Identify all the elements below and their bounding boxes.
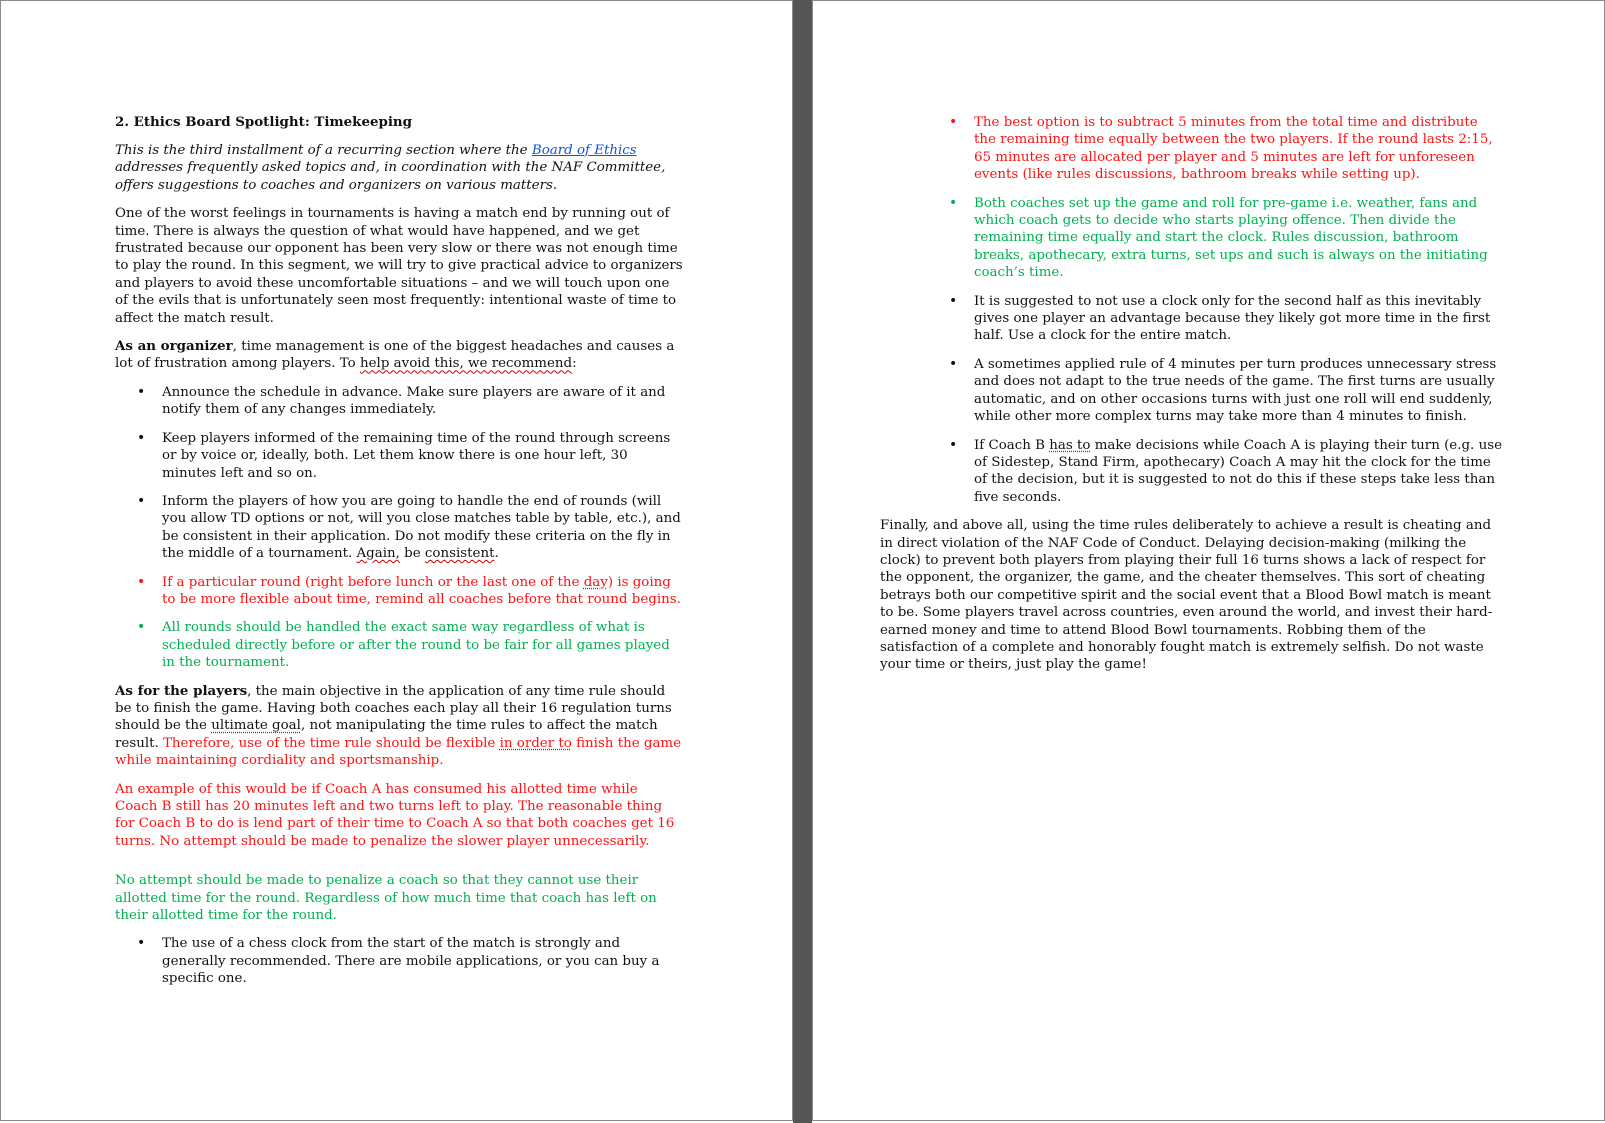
players-red-text: Therefore, use of the time rule should be flexible (163, 735, 500, 751)
list-item: • It is suggested to not use a clock only for the second half as this inevitably gives one player an advantage because they likely got more time in the first half. Use a clock for the entire match. (974, 293, 1503, 345)
list-item-green: • Both coaches set up the game and roll for pre-game i.e. weather, fans and which coach gets to decide who starts playing offence. Then divide the remaining time equally and start the clock. Rules discussion, bathroom breaks, apothecary, extra turns, set ups and such is always on the initiating coach’s time. (974, 195, 1503, 282)
opening-paragraph: One of the worst feelings in tournaments is having a match end by running out of time. There is always the question of what would have happened, and we get frustrated because our opponent has been very slow or there was not enough time to play the round. In this segment, we will try to give practical advice to organizers and players to avoid these uncomfortable situations – and we will touch upon one of the evils that is unfortunately seen most frequently: intentional waste of time to affect the match result. (115, 206, 683, 326)
green-paragraph: No attempt should be made to penalize a coach so that they cannot use their allotted time for the round. Regardless of how much time that coach has left on their allotted time for the round. (115, 873, 657, 924)
players-text: , not manipulating the time rules to affect the match result. (115, 718, 658, 751)
grammar-flag: Again, (356, 546, 400, 562)
players-paragraph (115, 683, 683, 770)
list-item-text: make decisions while Coach A is playing their turn (e.g. use of Sidestep, Stand Firm, apothecary) Coach A may hit the clock for the time of the decision, but it is suggested to not do this if these steps take less than five seconds. (974, 437, 1502, 505)
organizer-text: , time management is one of the biggest headaches and causes a lot of frustration among players. To (115, 339, 675, 372)
organizer-paragraph (115, 338, 683, 373)
list-item: • Keep players informed of the remaining time of the round through screens or by voice or, ideally, both. Let them know there is one hour left, 30 minutes left and so on. (162, 430, 683, 482)
list-item-red (162, 574, 683, 609)
list-item-green: • All rounds should be handled the exact same way regardless of what is scheduled directly before or after the round to be fair for all games played in the tournament. (162, 619, 683, 671)
blank-line (115, 861, 683, 872)
clock-list (115, 935, 683, 987)
intro-paragraph (115, 142, 683, 194)
list-item: • Announce the schedule in advance. Make sure players are aware of it and notify them of any changes immediately. (162, 384, 683, 419)
page-left-content (115, 114, 683, 999)
organizer-text-end: : (572, 356, 577, 372)
list-item-text: be (399, 546, 425, 562)
list-item (162, 493, 683, 563)
list-item-red: • The best option is to subtract 5 minutes from the total time and distribute the remaining time equally between the two players. If the round lasts 2:15, 65 minutes are allocated per player and 5 minutes are left for unforeseen events (like rules discussions, bathroom breaks while setting up). (974, 114, 1503, 184)
players-red-text: finish the game while maintaining cordiality and sportsmanship. (115, 735, 682, 769)
page-right-content (880, 114, 1503, 685)
list-item (974, 437, 1503, 507)
example-paragraph: An example of this would be if Coach A has consumed his allotted time while Coach B still has 20 minutes left and two turns left to play. The reasonable thing for Coach B to do is lend part of their time to Coach A so that both coaches get 16 turns. No attempt should be made to penalize the slower player unnecessarily. (115, 781, 675, 849)
grammar-flag: consistent (424, 546, 495, 562)
players-text: , the main objective in the application of any time rule should be to finish the game. Having both coaches each play all their 16 regulation turns should be the (115, 683, 672, 734)
clock-options-list (927, 114, 1503, 506)
grammar-flag: day (583, 574, 608, 590)
intro-text-before: This is the third installment of a recurring section where the (115, 143, 532, 158)
list-item: • A sometimes applied rule of 4 minutes per turn produces unnecessary stress and does not adapt to the true needs of the game. The first turns are usually automatic, and on other occasions turns with just one roll will end suddenly, while other more complex turns may take more than 4 minutes to finish. (974, 356, 1503, 426)
document-page-left (0, 0, 793, 1121)
organizer-bold: As an organizer (115, 338, 233, 355)
intro-text-after: addresses frequently asked topics and, in coordination with the NAF Committee, offers suggestions to coaches and organizers on various matters. (115, 160, 666, 193)
grammar-flag: in order to (499, 735, 572, 751)
list-item-text: ) is going to be more flexible about time, remind all coaches before that round begins. (162, 574, 681, 607)
list-item-text: Inform the players of how you are going to handle the end of rounds (will you allow TD options or not, will you close matches table by table, etc.), and be consistent in their application. Do not modify these criteria on the fly in the middle of a tournament. (162, 493, 681, 562)
page-gutter (793, 0, 812, 1123)
list-item-text: If a particular round (right before lunch or the last one of the (162, 574, 584, 590)
document-page-right (812, 0, 1605, 1121)
organizer-list (115, 384, 683, 672)
list-item: • The use of a chess clock from the start of the match is strongly and generally recommended. There are mobile applications, or you can buy a specific one. (162, 935, 683, 987)
grammar-flag: help avoid this, we recommend (360, 356, 573, 372)
players-bold: As for the players (115, 682, 248, 699)
final-paragraph: Finally, and above all, using the time rules deliberately to achieve a result is cheating and in direct violation of the NAF Code of Conduct. Delaying decision-making (milking the clock) to prevent both players from playing their full 16 turns shows a lack of respect for the opponent, the organizer, the game, and the cheater themselves. This sort of cheating betrays both our competitive spirit and the social event that a Blood Bowl match is meant to be. Some players travel across countries, even around the world, and invest their hard-earned money and time to attend Blood Bowl tournaments. Robbing them of the satisfaction of a complete and honorably fought match is extremely selfish. Do not waste your time or theirs, just play the game! (880, 518, 1493, 673)
grammar-flag: ultimate goal (211, 718, 301, 734)
list-item-text: If Coach B (974, 437, 1050, 453)
list-item-text: . (494, 546, 499, 562)
grammar-flag: has to (1049, 437, 1091, 453)
section-heading: 2. Ethics Board Spotlight: Timekeeping (115, 114, 413, 130)
board-of-ethics-link[interactable]: Board of Ethics (531, 143, 637, 158)
